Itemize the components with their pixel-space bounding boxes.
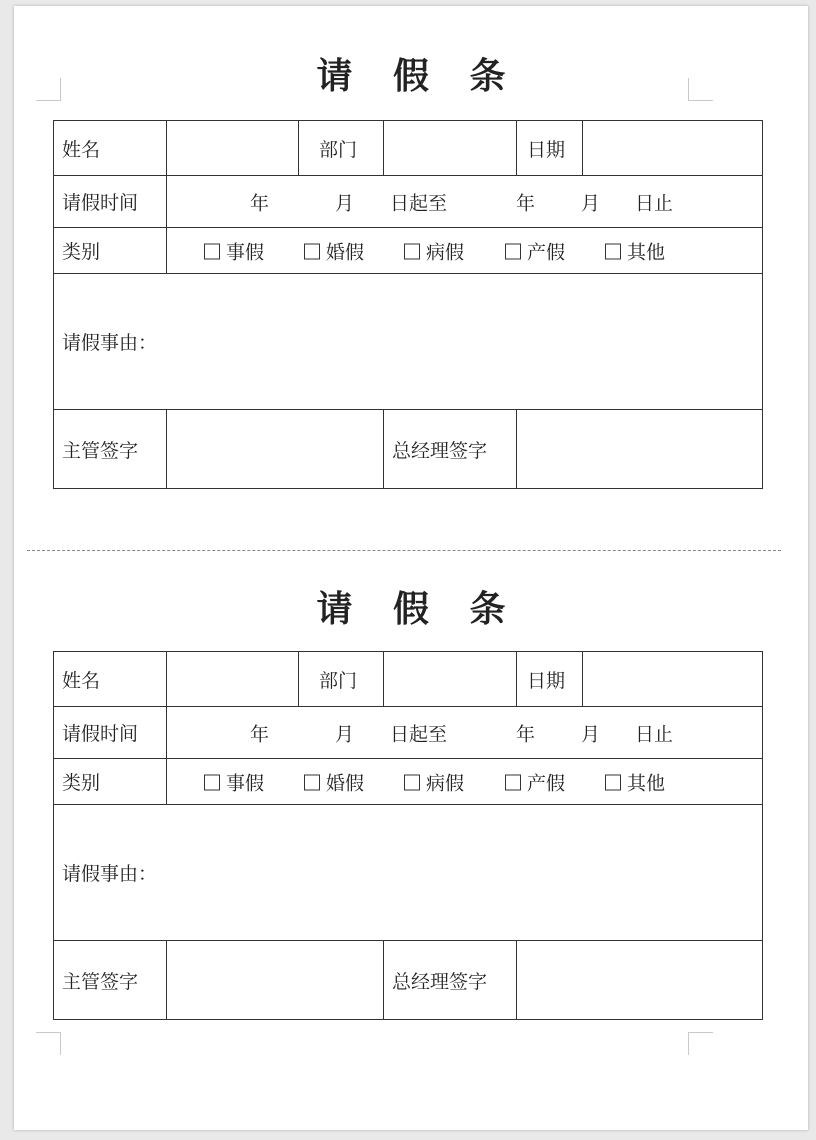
dept-label: 部门 bbox=[299, 121, 384, 176]
category-option[interactable]: 婚假 bbox=[304, 768, 364, 795]
checkbox-icon[interactable] bbox=[505, 243, 521, 259]
name-field[interactable] bbox=[167, 121, 299, 176]
category-option[interactable]: 其他 bbox=[605, 237, 665, 264]
category-options bbox=[167, 228, 763, 274]
supervisor-sign-field[interactable] bbox=[167, 941, 384, 1020]
month-text: 月 bbox=[335, 723, 355, 745]
supervisor-sign-field[interactable] bbox=[167, 410, 384, 489]
category-label: 类别 bbox=[54, 759, 167, 805]
category-option[interactable]: 病假 bbox=[404, 768, 464, 795]
leave-time-field[interactable] bbox=[167, 707, 763, 759]
supervisor-sign-label: 主管签字 bbox=[54, 941, 167, 1020]
document-page bbox=[14, 6, 808, 1130]
year-text: 年 bbox=[250, 192, 270, 214]
year-text: 年 bbox=[516, 723, 536, 745]
checkbox-icon[interactable] bbox=[605, 774, 621, 790]
dept-field[interactable] bbox=[384, 652, 517, 707]
day-from-text: 日起至 bbox=[390, 192, 448, 214]
month-text: 月 bbox=[335, 192, 355, 214]
dept-field[interactable] bbox=[384, 121, 517, 176]
gm-sign-field[interactable] bbox=[517, 941, 763, 1020]
category-option[interactable]: 其他 bbox=[605, 768, 665, 795]
reason-field[interactable] bbox=[54, 274, 763, 410]
day-from-text: 日起至 bbox=[390, 723, 448, 745]
leave-time-label: 请假时间 bbox=[54, 176, 167, 228]
category-option[interactable]: 事假 bbox=[204, 768, 264, 795]
name-label: 姓名 bbox=[54, 121, 167, 176]
form-title: 请 假 条 bbox=[316, 55, 520, 97]
reason-label: 请假事由： bbox=[62, 332, 158, 354]
cut-line-divider bbox=[27, 550, 781, 551]
name-field[interactable] bbox=[167, 652, 299, 707]
month-text: 月 bbox=[581, 192, 601, 214]
margin-corner-mark bbox=[688, 1032, 713, 1055]
supervisor-sign-label: 主管签字 bbox=[54, 410, 167, 489]
category-option[interactable]: 事假 bbox=[204, 237, 264, 264]
checkbox-icon[interactable] bbox=[404, 774, 420, 790]
category-option[interactable]: 产假 bbox=[505, 237, 565, 264]
gm-sign-field[interactable] bbox=[517, 410, 763, 489]
leave-time-label: 请假时间 bbox=[54, 707, 167, 759]
gm-sign-label: 总经理签字 bbox=[384, 941, 517, 1020]
checkbox-icon[interactable] bbox=[204, 774, 220, 790]
category-options bbox=[167, 759, 763, 805]
checkbox-icon[interactable] bbox=[304, 243, 320, 259]
category-option[interactable]: 婚假 bbox=[304, 237, 364, 264]
year-text: 年 bbox=[250, 723, 270, 745]
leave-form bbox=[53, 651, 763, 1020]
category-option[interactable]: 产假 bbox=[505, 768, 565, 795]
margin-corner-mark bbox=[36, 1032, 61, 1055]
leave-form bbox=[53, 120, 763, 489]
form-title: 请 假 条 bbox=[316, 588, 520, 630]
checkbox-icon[interactable] bbox=[404, 243, 420, 259]
month-text: 月 bbox=[581, 723, 601, 745]
checkbox-icon[interactable] bbox=[304, 774, 320, 790]
reason-label: 请假事由： bbox=[62, 863, 158, 885]
year-text: 年 bbox=[516, 192, 536, 214]
reason-field[interactable] bbox=[54, 805, 763, 941]
category-option[interactable]: 病假 bbox=[404, 237, 464, 264]
checkbox-icon[interactable] bbox=[505, 774, 521, 790]
checkbox-icon[interactable] bbox=[204, 243, 220, 259]
leave-time-field[interactable] bbox=[167, 176, 763, 228]
date-label: 日期 bbox=[517, 652, 583, 707]
day-to-text: 日止 bbox=[635, 723, 674, 745]
date-field[interactable] bbox=[583, 652, 763, 707]
category-label: 类别 bbox=[54, 228, 167, 274]
gm-sign-label: 总经理签字 bbox=[384, 410, 517, 489]
date-field[interactable] bbox=[583, 121, 763, 176]
dept-label: 部门 bbox=[299, 652, 384, 707]
name-label: 姓名 bbox=[54, 652, 167, 707]
date-label: 日期 bbox=[517, 121, 583, 176]
checkbox-icon[interactable] bbox=[605, 243, 621, 259]
day-to-text: 日止 bbox=[635, 192, 674, 214]
